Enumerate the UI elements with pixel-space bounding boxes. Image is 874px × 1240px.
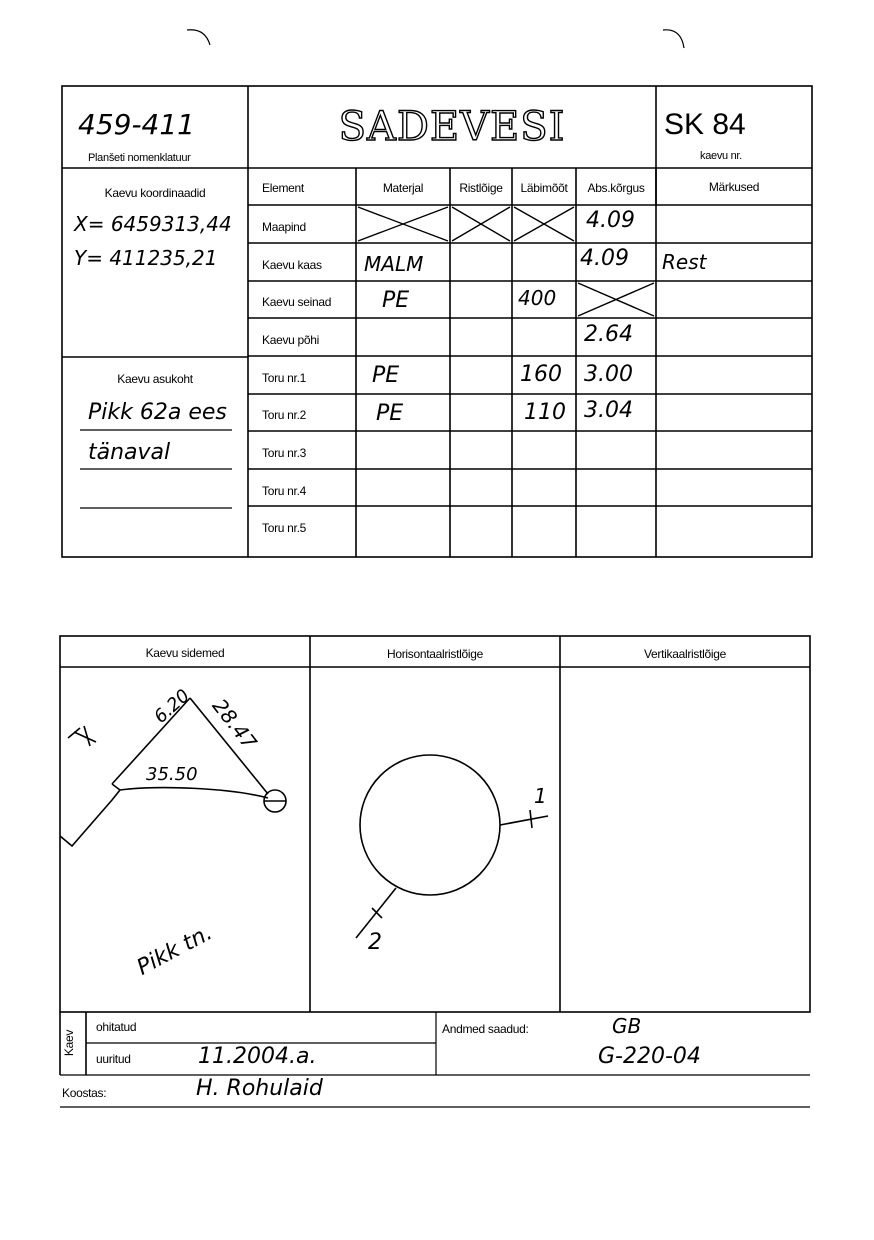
sheet-number: 459-411 <box>78 108 195 141</box>
kaev-label: Kaev <box>62 1029 77 1057</box>
panel-header-vertical: Vertikaalristlõige <box>644 647 726 661</box>
abs-toru1: 3.00 <box>584 362 633 387</box>
coordinate-x: X= 6459313,44 <box>74 212 232 236</box>
row-label: Toru nr.1 <box>262 371 306 385</box>
coordinates-label: Kaevu koordinaadid <box>104 186 206 200</box>
abs-toru2: 3.04 <box>584 398 633 423</box>
sketch-dim-2: 6.20 <box>150 685 194 728</box>
well-number: SK 84 <box>664 108 746 141</box>
row-label: Toru nr.2 <box>262 408 306 422</box>
page-title: SADEVESI <box>338 104 566 150</box>
row-label: Kaevu kaas <box>262 258 322 272</box>
row-label: Maapind <box>262 220 306 234</box>
sketch-dim-3: 28.47 <box>207 694 262 754</box>
andmed-value-2: G-220-04 <box>598 1044 701 1069</box>
row-label: Toru nr.5 <box>262 521 306 535</box>
col-header-labimoot: Läbimõõt <box>520 181 568 195</box>
row-label: Kaevu põhi <box>262 333 320 347</box>
col-header-markused: Märkused <box>708 180 760 194</box>
uuritud-label: uuritud <box>96 1052 131 1066</box>
labimoot-toru1: 160 <box>520 362 562 387</box>
abs-kaas: 4.09 <box>580 246 629 271</box>
ohitatud-label: ohitatud <box>96 1020 137 1034</box>
col-header-element: Element <box>262 181 304 195</box>
row-label: Kaevu seinad <box>262 295 332 309</box>
col-header-materjal: Materjal <box>382 181 424 195</box>
abs-pohi: 2.64 <box>584 322 633 347</box>
materjal-kaas: MALM <box>364 252 424 276</box>
location-line-1: Pikk 62a ees <box>88 400 227 425</box>
labimoot-seinad: 400 <box>518 286 557 310</box>
andmed-label: Andmed saadud: <box>442 1022 529 1036</box>
koostas-value: H. Rohulaid <box>196 1076 323 1101</box>
materjal-toru2: PE <box>376 401 404 426</box>
horizontal-section-drawing <box>356 755 548 938</box>
coordinate-y: Y= 411235,21 <box>74 246 218 270</box>
row-label: Toru nr.3 <box>262 446 306 460</box>
sheet-label: Planšeti nomenklatuur <box>88 152 191 164</box>
pipe-2-label: 2 <box>368 930 382 955</box>
pipe-1-label: 1 <box>534 784 547 808</box>
panel-header-horizontal: Horisontaalristlõige <box>386 647 484 661</box>
sketch-street: Pikk tn. <box>132 920 217 981</box>
materjal-seinad: PE <box>382 288 410 313</box>
bottom-form-grid <box>0 600 874 1120</box>
top-form-grid <box>0 0 874 570</box>
uuritud-value: 11.2004.a. <box>198 1044 317 1069</box>
well-label: kaevu nr. <box>700 150 742 162</box>
col-header-ristloige: Ristlõige <box>459 181 503 195</box>
abs-maapind: 4.09 <box>586 208 635 233</box>
row-label: Toru nr.4 <box>262 484 306 498</box>
materjal-toru1: PE <box>372 363 400 388</box>
markused-kaas: Rest <box>662 250 707 274</box>
location-label: Kaevu asukoht <box>117 372 193 386</box>
labimoot-toru2: 110 <box>524 400 566 425</box>
col-header-abs: Abs.kõrgus <box>587 181 645 195</box>
koostas-label: Koostas: <box>62 1086 107 1100</box>
location-line-2: tänaval <box>88 440 171 465</box>
andmed-value-1: GB <box>612 1014 642 1038</box>
panel-header-ties: Kaevu sidemed <box>145 646 225 660</box>
sketch-dim-4: 35.50 <box>146 764 198 785</box>
